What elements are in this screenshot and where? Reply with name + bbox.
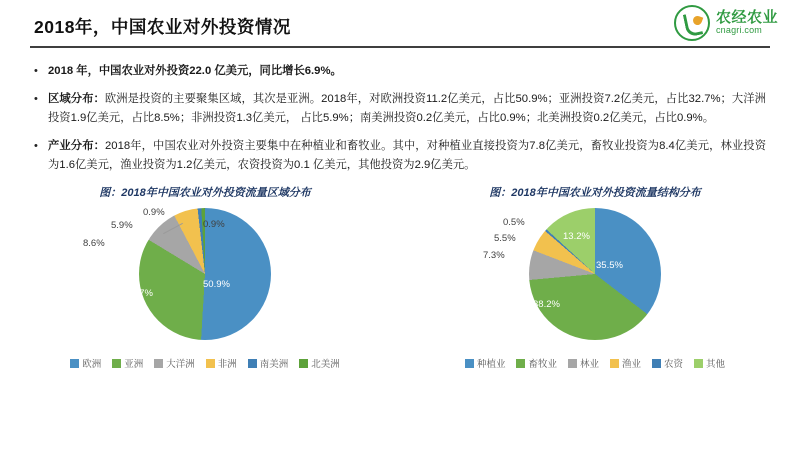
pie-wrap-region: [10, 202, 400, 352]
bullet-text: [48, 90, 766, 128]
pie-slice-label-structure-5: 13.2%: [563, 231, 590, 242]
legend-label: 其他: [706, 359, 726, 370]
chart-title-region: 图：2018年中国农业对外投资流量区域分布: [99, 187, 311, 199]
legend-item-region-0[interactable]: [70, 356, 101, 370]
pie-slice-label-region-0: 50.9%: [203, 279, 230, 290]
bullet-lead: 产业分布：: [48, 140, 106, 152]
brand-logo: [674, 5, 778, 41]
bullet-text: [48, 62, 342, 81]
chart-structure-distribution: [400, 184, 790, 384]
legend-label: 亚洲: [124, 359, 144, 370]
legend-item-structure-3[interactable]: [610, 356, 641, 370]
bullet-text: [48, 137, 766, 175]
legend-swatch-icon: [299, 359, 308, 368]
legend-swatch-icon: [70, 359, 79, 368]
legend-swatch-icon: [568, 359, 577, 368]
legend-swatch-icon: [465, 359, 474, 368]
pie-slice-label-region-5: 0.9%: [203, 219, 225, 230]
pie-wrap-structure: [400, 202, 790, 352]
legend-item-structure-4[interactable]: [652, 356, 683, 370]
legend-item-region-4[interactable]: [248, 356, 289, 370]
bullet-lead: 区域分布：: [48, 93, 105, 105]
legend-swatch-icon: [694, 359, 703, 368]
legend-item-structure-2[interactable]: [568, 356, 599, 370]
pie-slice-label-region-2: 8.6%: [83, 238, 105, 249]
bullet-marker: •: [34, 140, 38, 152]
pie-slice-label-structure-2: 7.3%: [483, 250, 505, 261]
pie-slice-label-structure-4: 0.5%: [503, 217, 525, 228]
legend-label: 渔业: [622, 359, 642, 370]
legend-label: 农资: [664, 359, 684, 370]
bullet-marker: •: [34, 65, 38, 77]
pie-slice-label-region-4: 0.9%: [143, 207, 165, 218]
legend-swatch-icon: [610, 359, 619, 368]
legend-item-region-2[interactable]: [154, 356, 195, 370]
legend-swatch-icon: [154, 359, 163, 368]
legend-item-structure-5[interactable]: [694, 356, 725, 370]
legend-item-region-3[interactable]: [206, 356, 237, 370]
chart-region-distribution: [10, 184, 400, 384]
pie-slice-label-structure-0: 35.5%: [596, 260, 623, 271]
bullet-marker: •: [34, 93, 38, 105]
brand-url: cnagri.com: [715, 25, 762, 36]
legend-item-region-5[interactable]: [299, 356, 340, 370]
bullet-item: [34, 62, 766, 81]
legend-item-region-1[interactable]: [112, 356, 143, 370]
page-title: 2018年，中国农业对外投资情况: [34, 16, 291, 37]
legend-swatch-icon: [206, 359, 215, 368]
pie-slice-label-structure-3: 5.5%: [494, 233, 516, 244]
legend-label: 林业: [579, 359, 599, 370]
bullet-list: [0, 52, 800, 175]
legend-swatch-icon: [248, 359, 257, 368]
slide-header: [0, 0, 800, 52]
legend-item-structure-0[interactable]: [465, 356, 506, 370]
pie-slice-label-region-1: 32.7%: [126, 288, 153, 299]
legend-label: 大洋洲: [166, 359, 195, 370]
bullet-body: 2018年，中国农业对外投资主要集中在种植业和畜牧业。其中，对种植业直接投资为7.8亿美元，畜牧业投资为8.4亿美元，林业投资为1.6亿美元，渔业投资为1.2亿美元，农资投资为0.1 亿美元，其他投资为2.9亿美元。: [48, 140, 766, 171]
pie-slice-label-structure-1: 38.2%: [533, 299, 560, 310]
legend-item-structure-1[interactable]: [516, 356, 557, 370]
legend-swatch-icon: [652, 359, 661, 368]
legend-label: 南美洲: [259, 359, 289, 370]
brand-name: 农经农业: [715, 9, 778, 27]
legend-label: 北美洲: [311, 359, 340, 370]
legend-region: [10, 356, 400, 370]
legend-swatch-icon: [516, 359, 525, 368]
pie-slice-label-region-3: 5.9%: [111, 220, 133, 231]
legend-label: 非洲: [217, 359, 237, 370]
bullet-item: [34, 137, 766, 175]
legend-label: 种植业: [476, 359, 506, 370]
bullet-body: 欧洲是投资的主要聚集区域，其次是亚洲。2018年，对欧洲投资11.2亿美元，占比50.9%；亚洲投资7.2亿美元，占比32.7%；大洋洲投资1.9亿美元，占比8.5%；非洲投资1.3亿美元， 占比5.9%；南美洲投资0.2亿美元，占比0.9%；北美洲投资0.2亿美元，占比0.9%。: [48, 93, 766, 124]
legend-label: 欧洲: [82, 359, 102, 370]
charts-row: [0, 184, 800, 384]
pie-chart-structure: [529, 208, 661, 340]
chart-title-structure: 图：2018年中国农业对外投资流量结构分布: [489, 187, 701, 199]
header-divider: [30, 46, 770, 48]
legend-label: 畜牧业: [528, 359, 557, 370]
bullet-text-bold: 2018 年，中国农业对外投资22.0 亿美元，同比增长6.9%。: [48, 65, 342, 77]
legend-swatch-icon: [112, 359, 121, 368]
bullet-item: [34, 90, 766, 128]
brand-text: [716, 10, 778, 35]
leaf-circle-icon: [674, 5, 710, 41]
legend-structure: [400, 356, 790, 370]
